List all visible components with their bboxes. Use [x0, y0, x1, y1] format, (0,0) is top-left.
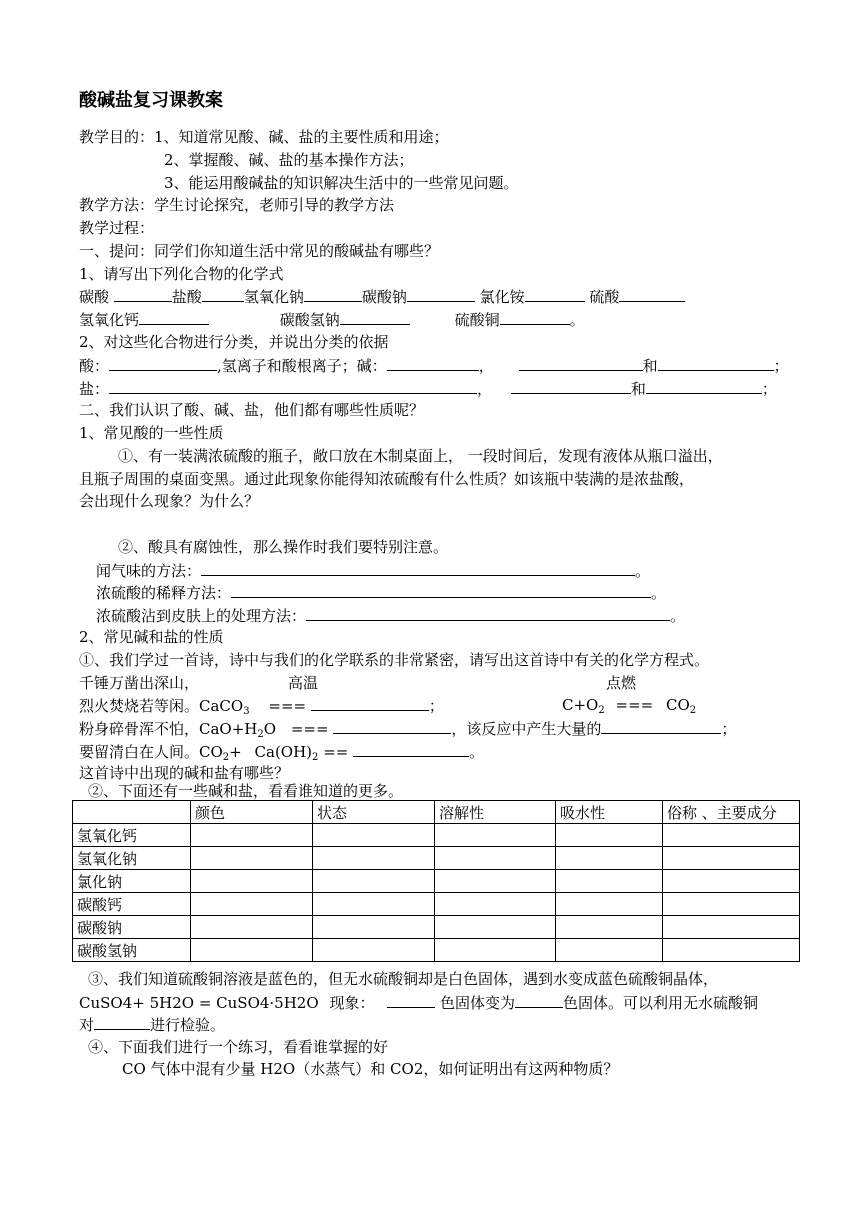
cell[interactable]: [556, 847, 663, 870]
subscript: 2: [598, 705, 605, 716]
cell[interactable]: [556, 893, 663, 916]
teaching-process: 教学过程：: [79, 219, 155, 237]
compound-label: 硫酸铜: [454, 311, 500, 329]
header-cell: 吸水性: [556, 801, 663, 824]
cell[interactable]: [663, 939, 800, 962]
equals-sign: ===: [615, 696, 654, 714]
punctuation: ；: [428, 697, 444, 715]
cell[interactable]: [556, 824, 663, 847]
punctuation: 。: [651, 584, 667, 602]
goals-line-1: [79, 128, 449, 146]
cell[interactable]: [313, 939, 435, 962]
table-row: [73, 847, 800, 870]
subscript: 3: [243, 706, 250, 717]
paragraph-1b: 且瓶子周围的桌面变黑。通过此现象你能得知浓硫酸有什么性质？如该瓶中装满的是浓盐酸，: [79, 470, 695, 488]
and-label: 和: [642, 357, 658, 375]
cell[interactable]: [435, 893, 556, 916]
poem-text: ，该反应中产生大量的: [451, 720, 602, 738]
table-row: [73, 870, 800, 893]
acid-blank[interactable]: [109, 356, 217, 371]
section-2-heading: 二、我们认识了酸、碱、盐，他们都有哪些性质呢？: [79, 401, 425, 419]
text: 色固体。可以利用无水硫酸铜: [563, 994, 759, 1012]
punctuation: ；: [721, 720, 737, 738]
cell[interactable]: [313, 870, 435, 893]
answer-blank[interactable]: [525, 287, 585, 302]
header-cell: 状态: [313, 801, 435, 824]
cell[interactable]: [556, 939, 663, 962]
poem-line-2: [79, 696, 444, 715]
cell[interactable]: [663, 893, 800, 916]
cell[interactable]: [663, 824, 800, 847]
formula: CuSO4+ 5H2O = CuSO4·5H2O: [79, 994, 319, 1012]
smell-label: 闻气味的方法：: [96, 562, 202, 580]
salt-blank[interactable]: [646, 379, 762, 394]
formula: Ca(OH): [254, 743, 313, 761]
cell[interactable]: [191, 893, 313, 916]
question-which: 这首诗中出现的碱和盐有哪些？: [79, 764, 290, 782]
compound-label: 碳酸钠: [361, 288, 407, 306]
properties-table: [72, 800, 800, 962]
cuso4-check-line: [79, 1015, 225, 1034]
compound-label: 氢氧化钠: [243, 288, 304, 306]
equals-sign: ===: [268, 697, 307, 715]
punctuation: ；: [761, 380, 777, 398]
phenomenon-label: 现象：: [329, 994, 375, 1012]
salt-blank[interactable]: [109, 379, 477, 394]
question-1: 1、请写出下列化合物的化学式: [79, 265, 284, 283]
answer-blank[interactable]: [619, 287, 685, 302]
text: 进行检验。: [150, 1016, 226, 1034]
base-blank[interactable]: [658, 356, 774, 371]
header-cell: [73, 801, 191, 824]
punctuation: ，: [478, 357, 494, 375]
cuso4-equation-line: [79, 993, 758, 1012]
base-blank[interactable]: [519, 356, 643, 371]
table-row: [73, 824, 800, 847]
cell[interactable]: [435, 916, 556, 939]
smell-method-line: [96, 561, 650, 580]
cell[interactable]: [191, 824, 313, 847]
answer-blank[interactable]: [202, 287, 244, 302]
cell[interactable]: [435, 939, 556, 962]
cell[interactable]: [435, 870, 556, 893]
compound-label: 氢氧化钙: [79, 311, 140, 329]
teaching-method: 教学方法：学生讨论探究，老师引导的教学方法: [79, 196, 395, 214]
paragraph-2: ②、酸具有腐蚀性，那么操作时我们要特别注意。: [118, 538, 449, 556]
answer-blank[interactable]: [94, 1015, 150, 1030]
punctuation: 。: [670, 607, 686, 625]
goal-3: 3、能运用酸碱盐的知识解决生活中的一些常见问题。: [164, 174, 519, 192]
table-intro: ②、下面还有一些碱和盐，看看谁知道的更多。: [88, 782, 404, 800]
subscript: 2: [222, 752, 230, 763]
poem-text: 要留清白在人间。: [79, 743, 200, 761]
goal-2: 2、掌握酸、碱、盐的基本操作方法；: [164, 151, 414, 169]
salt-label: 盐：: [79, 380, 110, 398]
combustion-equation: [562, 696, 696, 714]
formula: C+O: [562, 696, 599, 714]
answer-blank[interactable]: [601, 719, 721, 734]
formula: CO: [199, 743, 223, 761]
cell[interactable]: [313, 916, 435, 939]
answer-blank[interactable]: [201, 561, 635, 576]
table-header-row: [73, 801, 800, 824]
cell[interactable]: [663, 870, 800, 893]
answer-blank[interactable]: [340, 310, 410, 325]
answer-blank[interactable]: [311, 696, 429, 711]
row-label: 碳酸氢钠: [73, 939, 191, 962]
cell[interactable]: [663, 847, 800, 870]
answer-blank[interactable]: [500, 310, 570, 325]
formula: O: [263, 720, 277, 738]
compound-label: 硫酸: [589, 288, 620, 306]
formula: CaO+H: [199, 720, 258, 738]
cell[interactable]: [663, 916, 800, 939]
condition-ignite: 点燃: [606, 674, 637, 692]
acid-base-line: [79, 356, 789, 375]
poem-line-4: [79, 742, 484, 761]
poem-line-3: [79, 719, 736, 738]
row-label: 碳酸钙: [73, 893, 191, 916]
paragraph-1a: ①、有一装满浓硫酸的瓶子，敞口放在木制桌面上， 一段时间后，发现有液体从瓶口溢出，: [118, 447, 723, 465]
section-1-heading: 一、提问：同学们你知道生活中常见的酸碱盐有哪些？: [79, 242, 440, 260]
answer-blank[interactable]: [306, 606, 670, 621]
formula-row-2: [79, 310, 585, 329]
cell[interactable]: [313, 847, 435, 870]
punctuation: ，: [477, 380, 493, 398]
salt-line: [79, 379, 777, 398]
formula: +: [229, 743, 242, 761]
row-label: 碳酸钠: [73, 916, 191, 939]
dilute-label: 浓硫酸的稀释方法：: [96, 584, 232, 602]
cell[interactable]: [435, 847, 556, 870]
poem-intro: ①、我们学过一首诗，诗中与我们的化学联系的非常紧密，请写出这首诗中有关的化学方程式。: [79, 651, 710, 669]
base-blank[interactable]: [387, 356, 479, 371]
row-label: 氯化钠: [73, 870, 191, 893]
cell[interactable]: [313, 893, 435, 916]
header-cell: 颜色: [191, 801, 313, 824]
and-label: 和: [630, 380, 646, 398]
cell[interactable]: [556, 916, 663, 939]
cell[interactable]: [191, 847, 313, 870]
goal-1: 1、知道常见酸、碱、盐的主要性质和用途；: [154, 128, 449, 146]
cuso4-intro: ③、我们知道硫酸铜溶液是蓝色的，但无水硫酸铜却是白色固体，遇到水变成蓝色硫酸铜晶体，: [88, 970, 719, 988]
cell[interactable]: [191, 870, 313, 893]
subscript: 2: [689, 705, 697, 716]
equals-sign: ===: [290, 720, 329, 738]
cell[interactable]: [556, 870, 663, 893]
answer-blank[interactable]: [139, 310, 209, 325]
equals-sign: ==: [323, 743, 349, 761]
table-row: [73, 916, 800, 939]
text: 对: [79, 1016, 95, 1034]
answer-blank[interactable]: [407, 287, 475, 302]
compound-label: 氯化铵: [479, 288, 525, 306]
cell[interactable]: [435, 824, 556, 847]
poem-line-1: 千锤万凿出深山，: [79, 674, 200, 692]
formula: CO: [666, 696, 690, 714]
row-label: 氢氧化钠: [73, 847, 191, 870]
table-row: [73, 893, 800, 916]
practice-intro: ④、下面我们进行一个练习，看看谁掌握的好: [88, 1038, 389, 1056]
compound-label: 盐酸: [171, 288, 202, 306]
punctuation: 。: [469, 743, 485, 761]
answer-blank[interactable]: [515, 993, 563, 1008]
cell[interactable]: [191, 939, 313, 962]
formula: CaCO: [199, 697, 244, 715]
compound-label: 碳酸: [79, 288, 110, 306]
question-2: 2、对这些化合物进行分类，并说出分类的依据: [79, 333, 389, 351]
compound-label: 碳酸氢钠: [279, 311, 340, 329]
salt-blank[interactable]: [511, 379, 631, 394]
answer-blank[interactable]: [304, 287, 362, 302]
answer-blank[interactable]: [387, 993, 435, 1008]
punctuation: ；: [773, 357, 789, 375]
dilution-line: [96, 583, 666, 602]
answer-blank[interactable]: [333, 719, 451, 734]
table-row: [73, 939, 800, 962]
goals-label: 教学目的：: [79, 128, 155, 146]
punctuation: 。: [635, 562, 651, 580]
acid-label: 酸：: [79, 357, 110, 375]
subscript: 2: [257, 729, 264, 740]
subscript: 2: [312, 752, 319, 763]
punctuation: 。: [569, 311, 585, 329]
header-cell: 俗称 、主要成分: [663, 801, 800, 824]
formula-row-1: [79, 287, 685, 306]
skin-treatment-line: [96, 606, 685, 625]
answer-blank[interactable]: [353, 742, 469, 757]
page-title: 酸碱盐复习课教案: [79, 90, 223, 111]
poem-text: 烈火焚烧若等闲。: [79, 697, 200, 715]
paragraph-1c: 会出现什么现象？为什么？: [79, 492, 260, 510]
condition-high-temp: 高温: [288, 674, 319, 692]
subsection-base-salt: 2、常见碱和盐的性质: [79, 628, 224, 646]
answer-blank[interactable]: [114, 287, 172, 302]
poem-text: 粉身碎骨浑不怕，: [79, 720, 200, 738]
text: 色固体变为: [440, 994, 516, 1012]
cell[interactable]: [313, 824, 435, 847]
row-label: 氢氧化钙: [73, 824, 191, 847]
practice-question: CO 气体中混有少量 H2O（水蒸气）和 CO2，如何证明出有这两种物质？: [122, 1060, 619, 1078]
subsection-acid: 1、常见酸的一些性质: [79, 424, 224, 442]
cell[interactable]: [191, 916, 313, 939]
header-cell: 溶解性: [435, 801, 556, 824]
answer-blank[interactable]: [231, 583, 651, 598]
acid-basis: ,氢离子和酸根离子；碱：: [217, 357, 387, 375]
skin-label: 浓硫酸沾到皮肤上的处理方法：: [96, 607, 307, 625]
